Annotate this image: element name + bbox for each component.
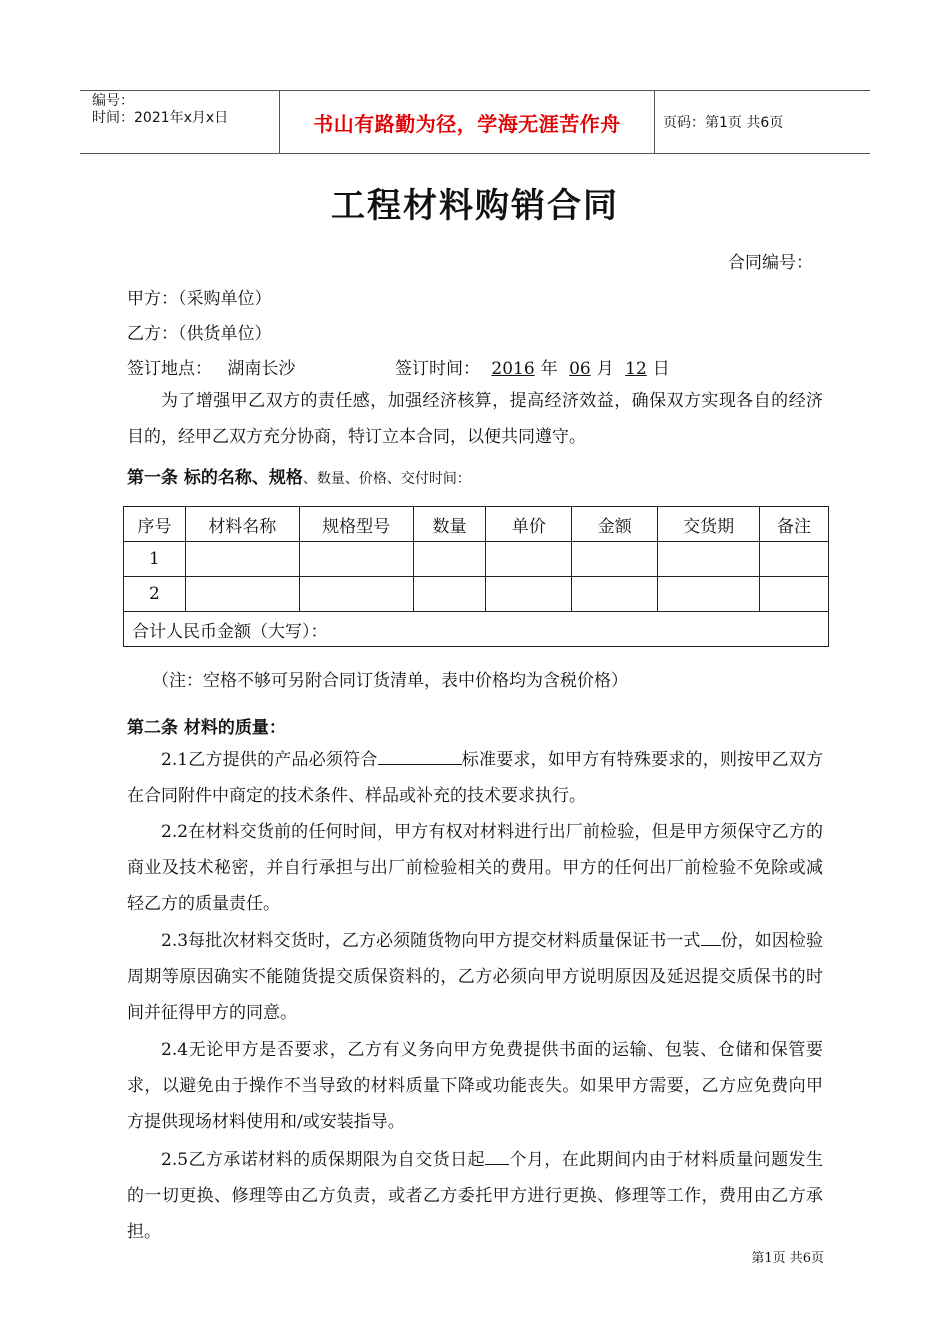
page-header (80, 90, 870, 154)
table-header-row (124, 507, 829, 542)
header-meta (80, 91, 280, 153)
table-cell (486, 542, 572, 577)
table-cell (299, 542, 413, 577)
table-header-cell: 备注 (760, 507, 829, 542)
blank-line (485, 1150, 509, 1165)
table-cell (486, 577, 572, 612)
table-header-cell: 规格型号 (299, 507, 413, 542)
blank-line (378, 750, 462, 765)
table-row (124, 577, 829, 612)
clause-2-3-start: 2.3每批次材料交货时，乙方必须随货物向甲方提交材料质量保证书一式 (161, 931, 701, 951)
sign-place-label: 签订地点： (127, 359, 212, 379)
table-cell (413, 577, 486, 612)
materials-table (123, 506, 829, 647)
document-title: 工程材料购销合同 (331, 186, 619, 226)
table-header-cell: 数量 (413, 507, 486, 542)
table-header-cell: 单价 (486, 507, 572, 542)
table-cell: 2 (124, 577, 186, 612)
year-unit: 年 (540, 359, 558, 379)
table-cell: 1 (124, 542, 186, 577)
table-cell (572, 542, 658, 577)
table-cell (572, 577, 658, 612)
article1-heading (127, 463, 471, 488)
table-cell (760, 577, 829, 612)
sign-date-row (395, 354, 670, 379)
table-cell (413, 542, 486, 577)
table-cell (185, 577, 299, 612)
sign-time-label: 签订时间： (395, 359, 480, 379)
page-footer: 第1页 共6页 (751, 1251, 824, 1266)
table-cell (658, 542, 760, 577)
article2-heading (127, 713, 286, 738)
article1-heading-rest: 、数量、价格、交付时间： (302, 471, 471, 487)
table-note: （注：空格不够可另附合同订货清单，表中价格均为含税价格） (152, 671, 628, 691)
clause-2-5 (127, 1142, 823, 1250)
table-cell (185, 542, 299, 577)
clause-2-2: 2.2在材料交货前的任何时间，甲方有权对材料进行出厂前检验，但是甲方须保守乙方的商业及技术秘密，并自行承担与出厂前检验相关的费用。甲方的任何出厂前检验不免除或减轻乙方的质量责任。 (127, 822, 823, 914)
contract-number-label: 合同编号： (728, 253, 813, 273)
blank-line (701, 931, 721, 946)
sign-day: 12 (625, 359, 647, 379)
table-total-label: 合计人民币金额（大写）： (124, 612, 829, 647)
table-row (124, 542, 829, 577)
clause-2-1 (127, 742, 823, 814)
article2-heading-text: 第二条 材料的质量： (127, 718, 286, 738)
clause-2-5-end: 个月，在此期间内由于材料质量问题发生的一切更换、修理等由乙方负责，或者乙方委托甲方进行更换、修理等工作，费用由乙方承担。 (127, 1150, 823, 1242)
header-page-info: 页码：第1页 共6页 (663, 115, 784, 131)
table-total-row (124, 612, 829, 647)
clause-2-3 (127, 923, 823, 1031)
table-cell (760, 542, 829, 577)
clause-2-1-start: 2.1乙方提供的产品必须符合 (161, 750, 378, 770)
sign-year: 2016 (491, 359, 535, 379)
clause-2-5-start: 2.5乙方承诺材料的质保期限为自交货日起 (161, 1150, 486, 1170)
document-time: 时间：2021年x月x日 (92, 110, 229, 126)
sign-place: 湖南长沙 (227, 359, 296, 379)
table-header-cell: 交货期 (658, 507, 760, 542)
intro-paragraph: 为了增强甲乙双方的责任感，加强经济核算，提高经济效益，确保双方实现各自的经济目的，经甲乙双方充分协商，特订立本合同，以便共同遵守。 (127, 391, 823, 447)
article1-heading-main: 第一条 标的名称、规格 (127, 468, 303, 488)
clause-2-1-end: 标准要求，如甲方有特殊要求的，则按甲乙双方在合同附件中商定的技术条件、样品或补充的技术要求执行。 (127, 750, 824, 806)
day-unit: 日 (652, 359, 670, 379)
document-number-label: 编号： (92, 93, 134, 109)
party-b: 乙方：（供货单位） (127, 324, 272, 344)
clause-2-4: 2.4无论甲方是否要求，乙方有义务向甲方免费提供书面的运输、包装、仓储和保管要求，以避免由于操作不当导致的材料质量下降或功能丧失。如果甲方需要，乙方应免费向甲方提供现场材料使用和/或安装指导。 (127, 1040, 823, 1132)
table-cell (658, 577, 760, 612)
sign-month: 06 (569, 359, 591, 379)
party-a: 甲方：（采购单位） (127, 289, 272, 309)
header-motto: 书山有路勤为径，学海无涯苦作舟 (280, 91, 655, 153)
month-unit: 月 (596, 359, 614, 379)
table-header-cell: 材料名称 (185, 507, 299, 542)
sign-place-row (127, 354, 295, 379)
table-header-cell: 金额 (572, 507, 658, 542)
table-header-cell: 序号 (124, 507, 186, 542)
table-cell (299, 577, 413, 612)
clause-2-3-end: 份，如因检验周期等原因确实不能随货提交质保资料的，乙方必须向甲方说明原因及延迟提交质保书的时间并征得甲方的同意。 (127, 931, 823, 1023)
